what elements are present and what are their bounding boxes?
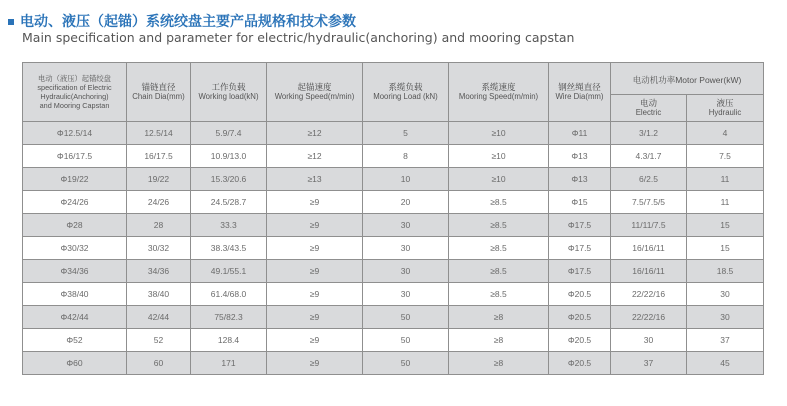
cell-chain-dia: 42/44 <box>127 306 191 329</box>
cell-chain-dia: 24/26 <box>127 191 191 214</box>
cell-mooring-speed: ≥8.5 <box>449 191 549 214</box>
cell-working-load: 5.9/7.4 <box>191 122 267 145</box>
cell-working-load: 15.3/20.6 <box>191 168 267 191</box>
title-chinese: 电动、液压（起锚）系统绞盘主要产品规格和技术参数 <box>20 14 356 30</box>
cell-model: Φ24/26 <box>23 191 127 214</box>
cell-working-speed: ≥9 <box>267 283 363 306</box>
table-row <box>23 145 764 168</box>
header-capstan-spec: 电动（液压）起锚绞盘 specification of Electric Hydraulic(Anchoring) and Mooring Capstan <box>23 63 127 122</box>
cell-working-load: 128.4 <box>191 329 267 352</box>
cell-electric-power: 16/16/11 <box>611 237 687 260</box>
cell-hydraulic-power: 7.5 <box>687 145 764 168</box>
cell-mooring-load: 30 <box>363 260 449 283</box>
cell-wire-dia: Φ11 <box>549 122 611 145</box>
cell-mooring-speed: ≥8.5 <box>449 283 549 306</box>
cell-model: Φ16/17.5 <box>23 145 127 168</box>
cell-working-load: 75/82.3 <box>191 306 267 329</box>
cell-working-load: 10.9/13.0 <box>191 145 267 168</box>
cell-mooring-speed: ≥8.5 <box>449 260 549 283</box>
cell-electric-power: 7.5/7.5/5 <box>611 191 687 214</box>
cell-working-speed: ≥9 <box>267 237 363 260</box>
cell-wire-dia: Φ20.5 <box>549 329 611 352</box>
cell-electric-power: 16/16/11 <box>611 260 687 283</box>
square-bullet-icon <box>8 19 14 25</box>
table-row <box>23 122 764 145</box>
cell-chain-dia: 28 <box>127 214 191 237</box>
cell-mooring-load: 50 <box>363 306 449 329</box>
cell-hydraulic-power: 11 <box>687 191 764 214</box>
title-english: Main specification and parameter for electric/hydraulic(anchoring) and mooring capstan <box>22 30 575 45</box>
cell-chain-dia: 52 <box>127 329 191 352</box>
cell-working-load: 33.3 <box>191 214 267 237</box>
cell-hydraulic-power: 4 <box>687 122 764 145</box>
cell-mooring-speed: ≥10 <box>449 168 549 191</box>
cell-working-load: 24.5/28.7 <box>191 191 267 214</box>
cell-mooring-load: 8 <box>363 145 449 168</box>
header-electric: 电动 Electric <box>611 95 687 122</box>
cell-mooring-load: 30 <box>363 237 449 260</box>
cell-mooring-speed: ≥10 <box>449 122 549 145</box>
cell-model: Φ42/44 <box>23 306 127 329</box>
cell-mooring-load: 30 <box>363 283 449 306</box>
cell-wire-dia: Φ17.5 <box>549 260 611 283</box>
cell-wire-dia: Φ20.5 <box>549 283 611 306</box>
table-row <box>23 191 764 214</box>
cell-chain-dia: 12.5/14 <box>127 122 191 145</box>
cell-mooring-speed: ≥10 <box>449 145 549 168</box>
cell-mooring-load: 50 <box>363 329 449 352</box>
cell-wire-dia: Φ20.5 <box>549 306 611 329</box>
cell-mooring-load: 30 <box>363 214 449 237</box>
cell-model: Φ52 <box>23 329 127 352</box>
cell-mooring-speed: ≥8.5 <box>449 237 549 260</box>
cell-mooring-load: 50 <box>363 352 449 375</box>
cell-chain-dia: 60 <box>127 352 191 375</box>
cell-model: Φ12.5/14 <box>23 122 127 145</box>
header-wire-dia: 钢丝绳直径 Wire Dia(mm) <box>549 63 611 122</box>
cell-chain-dia: 38/40 <box>127 283 191 306</box>
cell-mooring-speed: ≥8 <box>449 352 549 375</box>
cell-chain-dia: 16/17.5 <box>127 145 191 168</box>
cell-working-load: 49.1/55.1 <box>191 260 267 283</box>
title-block <box>8 14 574 45</box>
cell-mooring-load: 10 <box>363 168 449 191</box>
cell-hydraulic-power: 30 <box>687 306 764 329</box>
cell-chain-dia: 34/36 <box>127 260 191 283</box>
cell-model: Φ28 <box>23 214 127 237</box>
table-row <box>23 283 764 306</box>
table-row <box>23 306 764 329</box>
cell-hydraulic-power: 15 <box>687 237 764 260</box>
cell-wire-dia: Φ20.5 <box>549 352 611 375</box>
cell-working-speed: ≥9 <box>267 191 363 214</box>
cell-mooring-load: 20 <box>363 191 449 214</box>
cell-model: Φ38/40 <box>23 283 127 306</box>
header-mooring-load: 系缆负载 Mooring Load (kN) <box>363 63 449 122</box>
spec-table-body <box>23 122 764 375</box>
cell-model: Φ34/36 <box>23 260 127 283</box>
cell-model: Φ60 <box>23 352 127 375</box>
cell-electric-power: 6/2.5 <box>611 168 687 191</box>
cell-electric-power: 11/11/7.5 <box>611 214 687 237</box>
cell-working-speed: ≥9 <box>267 306 363 329</box>
cell-working-load: 61.4/68.0 <box>191 283 267 306</box>
cell-working-speed: ≥13 <box>267 168 363 191</box>
cell-working-load: 38.3/43.5 <box>191 237 267 260</box>
cell-working-speed: ≥9 <box>267 329 363 352</box>
cell-chain-dia: 19/22 <box>127 168 191 191</box>
cell-mooring-speed: ≥8 <box>449 306 549 329</box>
cell-working-speed: ≥12 <box>267 145 363 168</box>
cell-working-speed: ≥9 <box>267 352 363 375</box>
cell-hydraulic-power: 15 <box>687 214 764 237</box>
cell-electric-power: 37 <box>611 352 687 375</box>
cell-mooring-load: 5 <box>363 122 449 145</box>
header-motor-power: 电动机功率Motor Power(kW) <box>611 63 764 95</box>
cell-wire-dia: Φ15 <box>549 191 611 214</box>
cell-working-speed: ≥9 <box>267 260 363 283</box>
cell-chain-dia: 30/32 <box>127 237 191 260</box>
cell-electric-power: 4.3/1.7 <box>611 145 687 168</box>
header-hydraulic: 液压 Hydraulic <box>687 95 764 122</box>
header-working-load: 工作负载 Working load(kN) <box>191 63 267 122</box>
table-row <box>23 237 764 260</box>
cell-mooring-speed: ≥8 <box>449 329 549 352</box>
cell-model: Φ19/22 <box>23 168 127 191</box>
cell-wire-dia: Φ17.5 <box>549 214 611 237</box>
table-row <box>23 260 764 283</box>
cell-electric-power: 3/1.2 <box>611 122 687 145</box>
cell-working-speed: ≥12 <box>267 122 363 145</box>
spec-table <box>22 62 764 375</box>
cell-electric-power: 30 <box>611 329 687 352</box>
cell-wire-dia: Φ17.5 <box>549 237 611 260</box>
cell-model: Φ30/32 <box>23 237 127 260</box>
cell-working-load: 171 <box>191 352 267 375</box>
cell-hydraulic-power: 18.5 <box>687 260 764 283</box>
cell-electric-power: 22/22/16 <box>611 283 687 306</box>
cell-wire-dia: Φ13 <box>549 168 611 191</box>
cell-hydraulic-power: 11 <box>687 168 764 191</box>
table-row <box>23 168 764 191</box>
cell-wire-dia: Φ13 <box>549 145 611 168</box>
table-row <box>23 214 764 237</box>
table-row <box>23 329 764 352</box>
cell-hydraulic-power: 45 <box>687 352 764 375</box>
title-row <box>8 14 574 30</box>
cell-electric-power: 22/22/16 <box>611 306 687 329</box>
header-chain-dia: 锚链直径 Chain Dia(mm) <box>127 63 191 122</box>
cell-working-speed: ≥9 <box>267 214 363 237</box>
cell-hydraulic-power: 37 <box>687 329 764 352</box>
cell-hydraulic-power: 30 <box>687 283 764 306</box>
table-row <box>23 352 764 375</box>
header-mooring-speed: 系缆速度 Mooring Speed(m/min) <box>449 63 549 122</box>
cell-mooring-speed: ≥8.5 <box>449 214 549 237</box>
header-working-speed: 起锚速度 Working Speed(m/min) <box>267 63 363 122</box>
